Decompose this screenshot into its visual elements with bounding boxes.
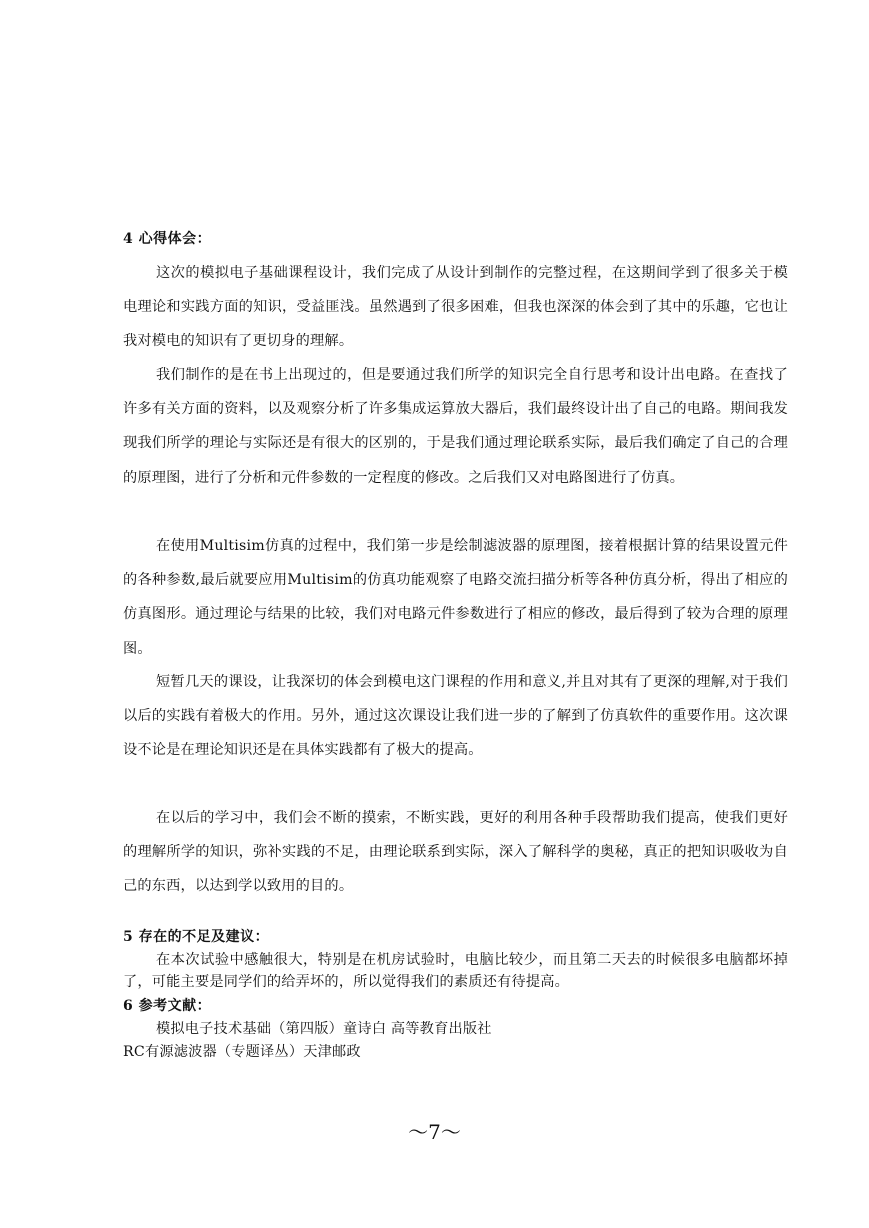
section-4-paragraph-1: 这次的模拟电子基础课程设计，我们完成了从设计到制作的完整过程，在这期间学到了很多关于模电理论和实践方面的知识，受益匪浅。虽然遇到了很多困难，但我也深深的体会到了其中的乐趣，它也让我对模电的知识有了更切身的理解。 (123, 265, 788, 350)
page-number: ～7～ (408, 1120, 461, 1144)
section-4-paragraph-4: 短暂几天的课设，让我深切的体会到模电这门课程的作用和意义,并且对其有了更深的理解,对于我们以后的实践有着极大的作用。另外，通过这次课设让我们进一步的了解到了仿真软件的重要作用。这次课设不论是在理论知识还是在具体实践都有了极大的提高。 (123, 674, 788, 759)
section-5-paragraph: 在本次试验中感触很大，特别是在机房试验时，电脑比较少，而且第二天去的时候很多电脑都坏掉了，可能主要是同学们的给弄坏的，所以觉得我们的素质还有待提高。 (123, 952, 788, 990)
section-4-paragraph-5: 在以后的学习中，我们会不断的摸索，不断实践，更好的利用各种手段帮助我们提高，使我们更好的理解所学的知识，弥补实践的不足，由理论联系到实际，深入了解科学的奥秘，真正的把知识吸收为自己的东西，以达到学以致用的目的。 (123, 810, 788, 895)
section-6-heading: 6 参考文献： (123, 998, 212, 1014)
section-4-paragraph-3: 在使用Multisim仿真的过程中，我们第一步是绘制滤波器的原理图，接着根据计算的结果设置元件的各种参数,最后就要应用Multisim的仿真功能观察了电路交流扫描分析等各种仿真分析，得出了相应的仿真图形。通过理论与结果的比较，我们对电路元件参数进行了相应的修改，最后得到了较为合理的原理图。 (123, 538, 788, 657)
reference-item-2: RC有源滤波器（专题译丛）天津邮政 (123, 1044, 361, 1060)
section-5-heading: 5 存在的不足及建议： (123, 929, 270, 945)
reference-item-1: 模拟电子技术基础（第四版）童诗白 高等教育出版社 (156, 1021, 492, 1037)
section-4-paragraph-2: 我们制作的是在书上出现过的，但是要通过我们所学的知识完全自行思考和设计出电路。在查找了许多有关方面的资料，以及观察分析了许多集成运算放大器后，我们最终设计出了自己的电路。期间我发现我们所学的理论与实际还是有很大的区别的，于是我们通过理论联系实际，最后我们确定了自己的合理的原理图，进行了分析和元件参数的一定程度的修改。之后我们又对电路图进行了仿真。 (123, 367, 788, 486)
section-4-heading: 4 心得体会： (123, 231, 212, 247)
